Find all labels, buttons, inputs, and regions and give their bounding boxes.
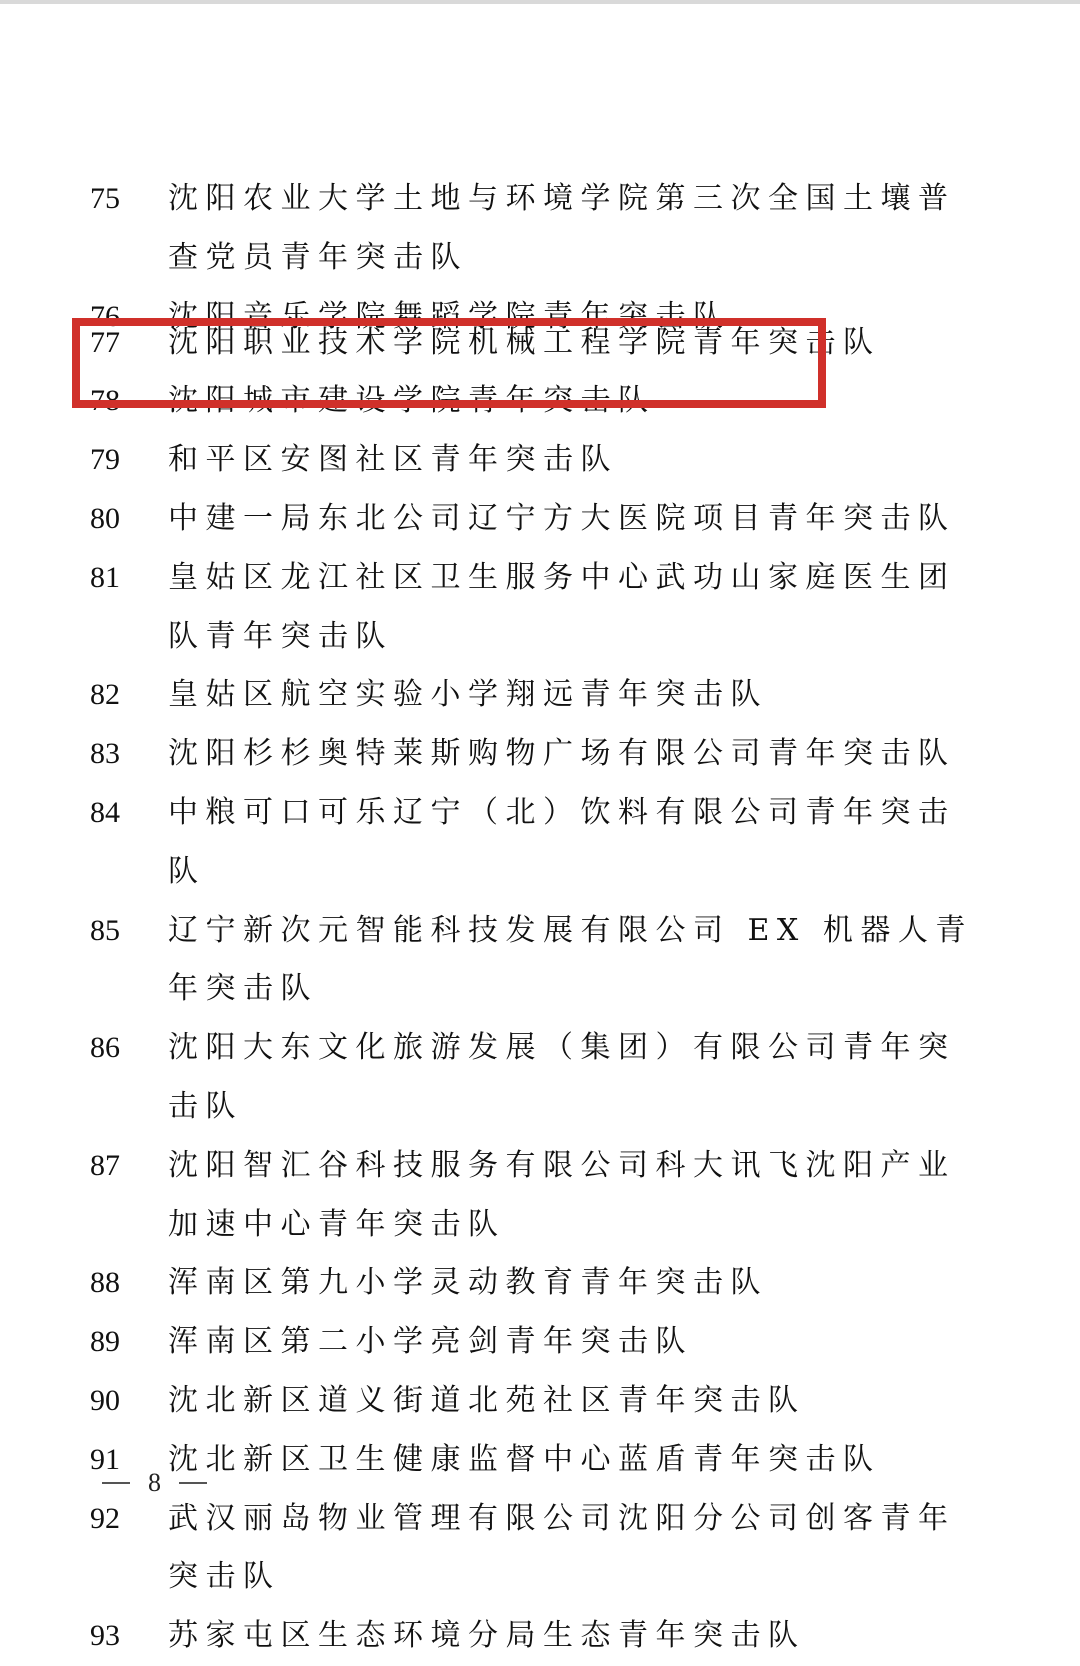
entry-name: 皇姑区龙江社区卫生服务中心武功山家庭医生团队青年突击队 (168, 559, 956, 654)
list-item (90, 549, 990, 667)
list-item (90, 1019, 990, 1137)
entry-name: 中粮可口可乐辽宁（北）饮料有限公司青年突击队 (168, 794, 956, 889)
list-item (90, 431, 990, 490)
list-item (90, 1490, 990, 1608)
entry-name: 沈阳杉杉奥特莱斯购物广场有限公司青年突击队 (168, 736, 956, 772)
footer-dash (102, 1482, 130, 1484)
page-number: 8 (148, 1468, 161, 1497)
list-item (90, 490, 990, 549)
entry-number: 84 (90, 795, 120, 829)
entry-number: 76 (90, 299, 120, 333)
entry-number: 92 (90, 1501, 120, 1535)
entry-name: 沈阳城市建设学院青年突击队 (168, 383, 656, 419)
entry-name: 苏家屯区生态环境分局生态青年突击队 (168, 1618, 806, 1654)
entry-name: 辽宁新次元智能科技发展有限公司 EX 机器人青年突击队 (168, 912, 973, 1007)
list-item (90, 1607, 990, 1666)
list-item (90, 372, 990, 431)
entry-name: 浑南区第九小学灵动教育青年突击队 (168, 1265, 768, 1301)
entry-name: 武汉丽岛物业管理有限公司沈阳分公司创客青年突击队 (168, 1500, 956, 1595)
award-list (90, 170, 990, 1666)
list-item (90, 725, 990, 784)
list-item (90, 170, 990, 288)
entry-number: 81 (90, 560, 120, 594)
entry-name: 沈北新区卫生健康监督中心蓝盾青年突击队 (168, 1441, 881, 1477)
footer-dash (179, 1482, 207, 1484)
entry-name: 中建一局东北公司辽宁方大医院项目青年突击队 (168, 500, 956, 536)
entry-name: 沈阳职业技术学院机械工程学院青年突击队 (168, 324, 881, 360)
entry-number: 75 (90, 182, 120, 215)
entry-number: 83 (90, 737, 120, 771)
entry-number: 79 (90, 443, 120, 477)
top-edge (0, 0, 1080, 4)
entry-name: 沈阳农业大学土地与环境学院第三次全国土壤普查党员青年突击队 (168, 181, 956, 275)
entry-number: 77 (90, 325, 120, 359)
entry-number: 86 (90, 1031, 120, 1065)
entry-number: 89 (90, 1325, 120, 1359)
entry-number: 90 (90, 1383, 120, 1417)
list-item (90, 1254, 990, 1313)
list-item (90, 784, 990, 902)
list-item (90, 902, 990, 1020)
entry-name: 沈阳大东文化旅游发展（集团）有限公司青年突击队 (168, 1030, 956, 1124)
list-item (90, 1313, 990, 1372)
list-item-highlighted (90, 314, 990, 373)
entry-number: 78 (90, 384, 120, 418)
entry-name: 和平区安图社区青年突击队 (168, 442, 618, 478)
entry-number: 87 (90, 1148, 120, 1182)
entry-name: 皇姑区航空实验小学翔远青年突击队 (168, 677, 768, 713)
entry-name: 浑南区第二小学亮剑青年突击队 (168, 1324, 693, 1360)
page-footer (102, 1468, 207, 1498)
entry-number: 80 (90, 501, 120, 535)
entry-number: 88 (90, 1266, 120, 1300)
list-item-obscured (90, 288, 990, 334)
entry-name: 沈北新区道义街道北苑社区青年突击队 (168, 1382, 806, 1418)
list-item (90, 1137, 990, 1255)
entry-number: 82 (90, 678, 120, 712)
entry-number: 91 (90, 1442, 120, 1476)
list-item (90, 1431, 990, 1490)
entry-name: 沈阳音乐学院舞蹈学院青年突击队 (168, 298, 731, 334)
entry-number: 85 (90, 913, 120, 947)
entry-number: 93 (90, 1619, 120, 1653)
list-item (90, 666, 990, 725)
entry-name: 沈阳智汇谷科技服务有限公司科大讯飞沈阳产业加速中心青年突击队 (168, 1147, 956, 1242)
list-item (90, 1372, 990, 1431)
